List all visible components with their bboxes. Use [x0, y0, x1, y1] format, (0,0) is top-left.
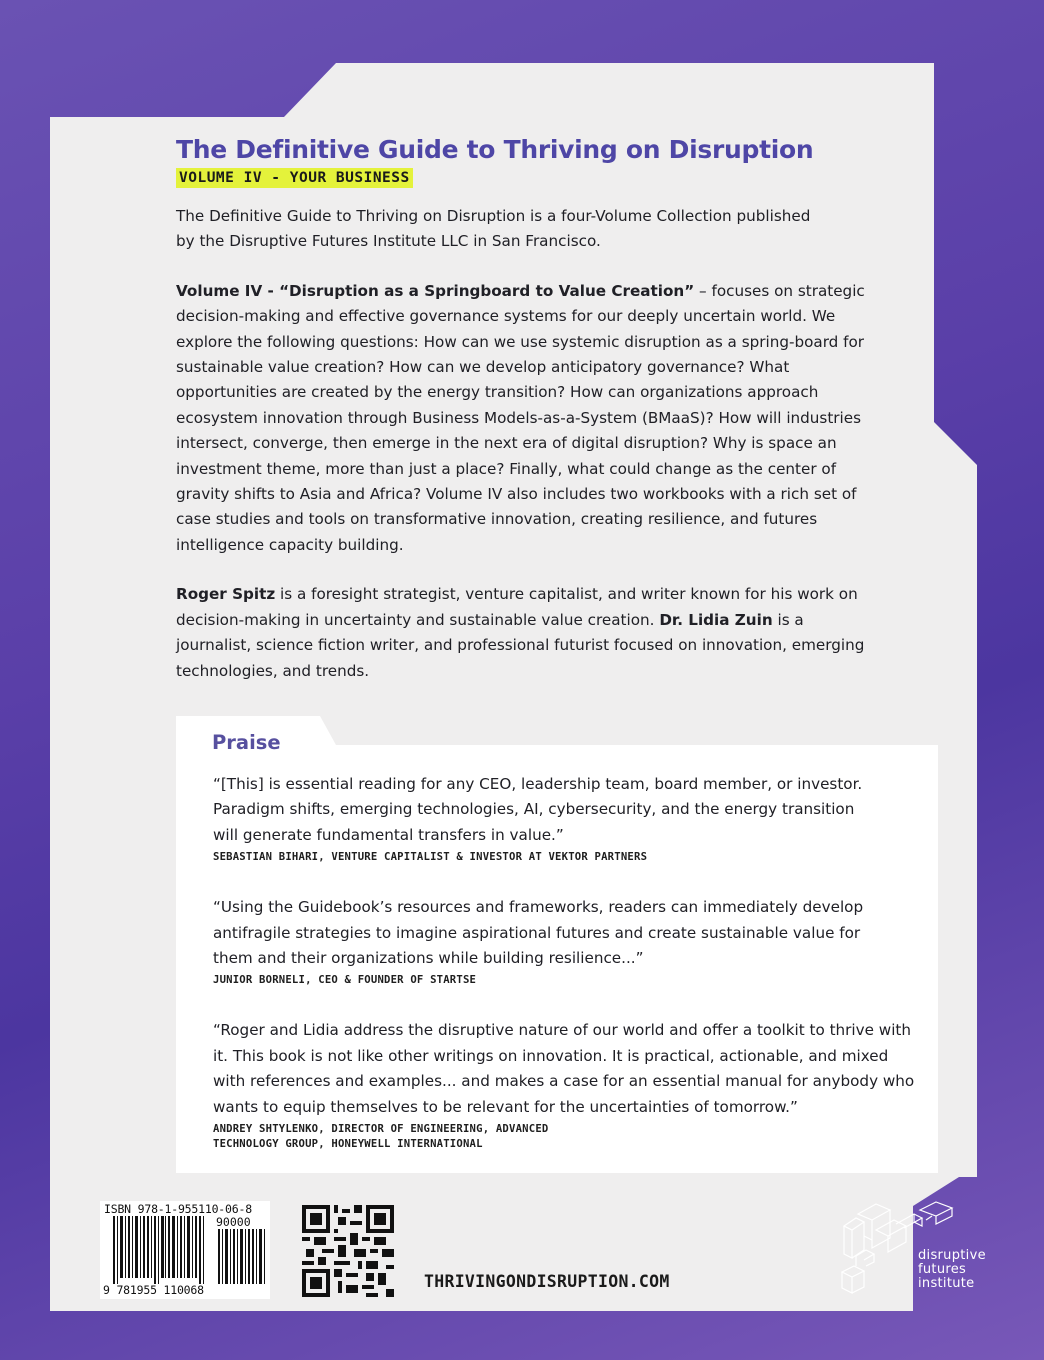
quote-text: “[This] is essential reading for any CEO, leadership team, board member, or investor. Paradigm shifts, emerging technologies, AI, cybersecurity, and the energy transition will generate fundamental transfers in value.”	[213, 775, 863, 844]
intro-paragraph: The Definitive Guide to Thriving on Disruption is a four-Volume Collection published by the Disruptive Futures Institute LLC in San Francisco.	[176, 207, 811, 251]
author-name-1: Roger Spitz	[176, 585, 276, 604]
intro-section	[176, 132, 876, 684]
logo-line-1: disruptive	[918, 1248, 986, 1263]
authors-paragraph	[176, 582, 876, 684]
quote-text: “Using the Guidebook’s resources and frameworks, readers can immediately develop antifragile strategies to imagine aspirational futures and create sustainable value for them and their organizations while building resilience...”	[213, 898, 864, 968]
volume-description	[176, 279, 876, 558]
quote-item	[213, 772, 923, 865]
author-bio-1: is a foresight strategist, venture capitalist, and writer known for his work on decision-making in uncertainty and sustainable value creation.	[176, 585, 858, 629]
quote-text: “Roger and Lidia address the disruptive nature of our world and offer a toolkit to thrive with it. This book is not like other writings on innovation. It is practical, actionable, and mixed with references and examples... and makes a case for an essential manual for anybody who wants to equip themselves to be relevant for the uncertainties of tomorrow.”	[213, 1021, 915, 1116]
volume-tag: VOLUME IV - YOUR BUSINESS	[176, 168, 413, 188]
isbn-barcode	[100, 1201, 270, 1299]
quote-attribution	[213, 1122, 923, 1152]
qr-code-icon	[302, 1205, 394, 1302]
quote-attribution-line-1: ANDREY SHTYLENKO, DIRECTOR OF ENGINEERING, ADVANCED	[213, 1123, 549, 1136]
isbn-price-code: 90000	[216, 1215, 251, 1229]
barcode-icon	[103, 1216, 213, 1284]
dfi-logo-text	[918, 1249, 986, 1291]
quote-attribution-line-2: TECHNOLOGY GROUP, HONEYWELL INTERNATIONAL	[213, 1138, 483, 1151]
logo-line-2: futures	[918, 1262, 967, 1277]
volume-description-text: – focuses on strategic decision-making and effective governance systems for our deeply uncertain world. We explore the following questions: How can we use systemic disruption as a spring-board for sustainable value creation? How can we develop anticipatory governance? What opportunities are created by the energy transition? How can organizations approach ecosystem innovation through Business Models-as-a-System (BMaaS)? How will industries intersect, converge, then emerge in the next era of digital disruption? Why is space an investment theme, more than just a place? Finally, what could change as the center of gravity shifts to Asia and Africa? Volume IV also includes two workbooks with a rich set of case studies and tools on transformative innovation, creating resilience, and futures intelligence capacity building.	[176, 281, 865, 554]
quote-attribution: JUNIOR BORNELI, CEO & FOUNDER OF STARTSE	[213, 974, 477, 987]
author-name-2: Dr. Lidia Zuin	[659, 610, 773, 629]
praise-quotes	[213, 772, 923, 1182]
praise-heading: Praise	[212, 731, 281, 754]
website-link[interactable]: THRIVINGONDISRUPTION.COM	[424, 1272, 670, 1291]
logo-line-3: institute	[918, 1276, 975, 1291]
quote-attribution: SEBASTIAN BIHARI, VENTURE CAPITALIST & INVESTOR AT VEKTOR PARTNERS	[213, 851, 648, 864]
author-bio-2: is a journalist, science fiction writer, and professional futurist focused on innovation, emerging technologies, and trends.	[176, 610, 865, 680]
page-title: The Definitive Guide to Thriving on Disruption	[176, 135, 814, 164]
quote-item	[213, 895, 923, 988]
volume-subtitle: Volume IV - “Disruption as a Springboard to Value Creation”	[176, 281, 695, 300]
isbn-label: ISBN 978-1-955110-06-8	[104, 1202, 252, 1216]
quote-item	[213, 1018, 923, 1152]
barcode-number: 9 781955 110068	[103, 1283, 204, 1297]
price-barcode-icon	[218, 1229, 268, 1284]
